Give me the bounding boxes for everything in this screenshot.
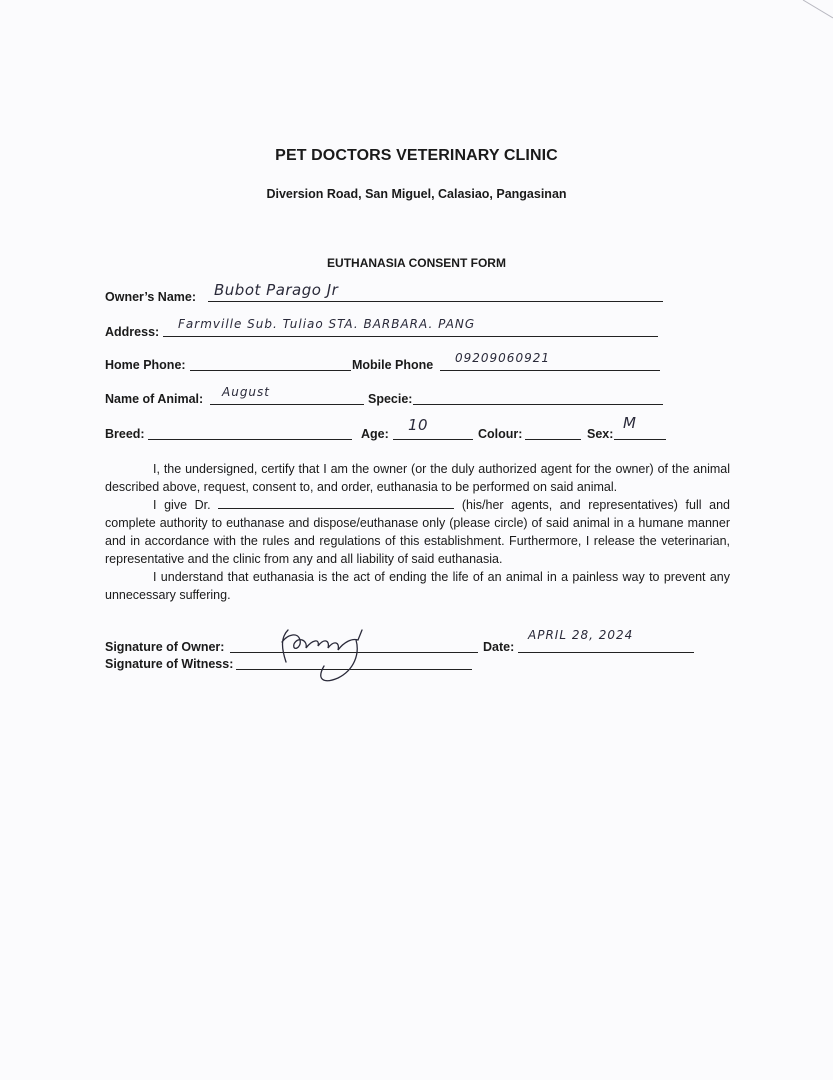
date-field[interactable]: APRIL 28, 2024 bbox=[528, 628, 634, 642]
age-label: Age: bbox=[361, 427, 389, 441]
animal-name-label: Name of Animal: bbox=[105, 392, 204, 406]
animal-name-field[interactable]: August bbox=[222, 385, 270, 399]
consent-paragraph-2 bbox=[105, 496, 730, 568]
home-phone-line bbox=[190, 370, 351, 371]
sex-label: Sex: bbox=[587, 427, 614, 441]
animal-name-line bbox=[210, 404, 364, 405]
owners-name-label: Owner’s Name: bbox=[105, 290, 197, 304]
page-corner-fold-icon bbox=[773, 0, 833, 40]
address-label: Address: bbox=[105, 325, 160, 339]
home-phone-label: Home Phone: bbox=[105, 358, 186, 372]
mobile-phone-line bbox=[440, 370, 660, 371]
owners-name-line bbox=[208, 301, 663, 302]
specie-label: Specie: bbox=[368, 392, 413, 406]
sex-line bbox=[614, 439, 666, 440]
breed-label: Breed: bbox=[105, 427, 145, 441]
mobile-phone-field[interactable]: 09209060921 bbox=[455, 351, 550, 365]
age-line bbox=[393, 439, 473, 440]
owner-signature-drawing bbox=[268, 620, 378, 690]
address-line bbox=[163, 336, 658, 337]
consent-paragraph-1: I, the undersigned, certify that I am the owner (or the duly authorized agent for the owner) of the animal described above, request, consent to, and order, euthanasia to be performed on said animal. bbox=[105, 462, 730, 494]
witness-signature-label: Signature of Witness: bbox=[105, 657, 234, 671]
clinic-name: PET DOCTORS VETERINARY CLINIC bbox=[275, 147, 558, 164]
clinic-address: Diversion Road, San Miguel, Calasiao, Pangasinan bbox=[266, 187, 567, 201]
breed-line bbox=[148, 439, 352, 440]
age-field[interactable]: 10 bbox=[408, 416, 429, 434]
doctor-name-blank[interactable] bbox=[218, 496, 454, 509]
consent-text bbox=[105, 460, 730, 604]
address-field[interactable]: Farmville Sub. Tuliao STA. BARBARA. PANG bbox=[178, 317, 476, 331]
sex-field[interactable]: M bbox=[623, 414, 637, 432]
mobile-phone-label: Mobile Phone bbox=[352, 358, 434, 372]
consent-paragraph-3: I understand that euthanasia is the act of ending the life of an animal in a painless way to prevent any unnecessary suffering. bbox=[105, 570, 730, 602]
give-dr-suffix: (his/her agents, and representatives) full and complete authority to euthanase and dispose/euthanase only (please circle) of said animal in a humane manner and in accordance with the rules and regulations of this establishment. Furthermore, I release the veterinarian, representative and the clinic from any and all liability of said euthanasia. bbox=[105, 498, 730, 566]
colour-label: Colour: bbox=[478, 427, 523, 441]
give-dr-prefix: I give Dr. bbox=[153, 498, 211, 512]
date-label: Date: bbox=[483, 640, 515, 654]
specie-line bbox=[413, 404, 663, 405]
date-line bbox=[518, 652, 694, 653]
owners-name-field[interactable]: Bubot Parago Jr bbox=[214, 281, 339, 299]
form-title: EUTHANASIA CONSENT FORM bbox=[327, 256, 506, 270]
owner-signature-label: Signature of Owner: bbox=[105, 640, 225, 654]
colour-line bbox=[525, 439, 581, 440]
